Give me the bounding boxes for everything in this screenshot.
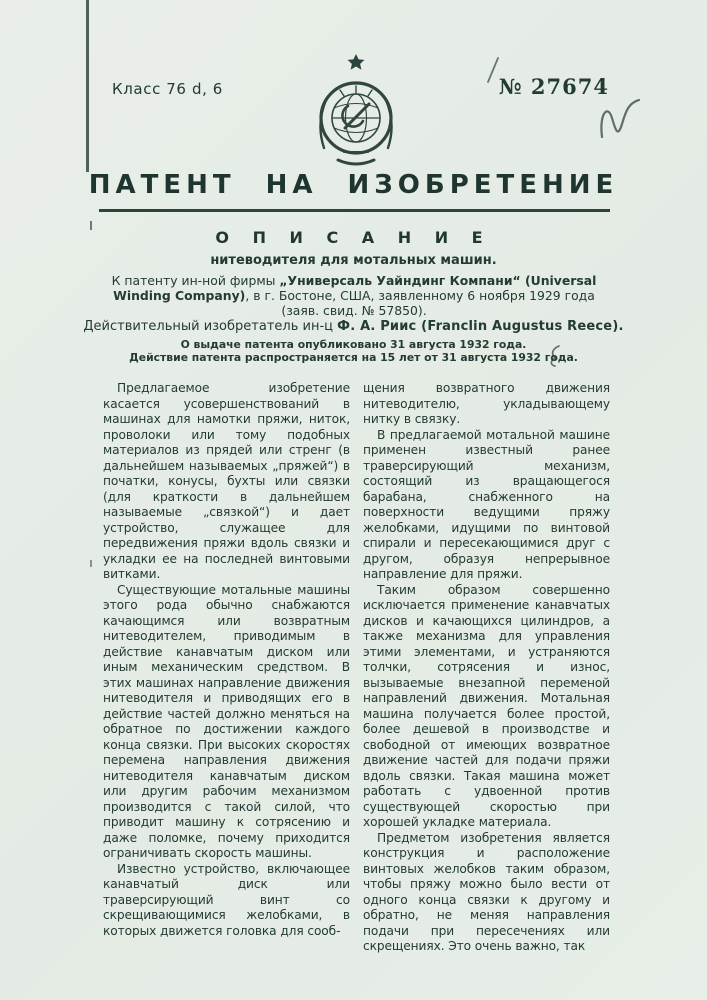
grant-paragraph — [108, 273, 600, 318]
paragraph: Существующие мотальные машины этого рода обычно снабжаются качающимся или возвратным нитеводителем, приводимым в действие канавчатым диском или иным механическим средством. В этих машинах направление движения нитеводителя и приводящих его в действие частей должно меняться на обратное по достижении каждого конца связки. При высоких скоростях перемена направления движения нитеводителя канавчатым диском или другим рабочим механизмом производится с такой силой, что приводит машину к сотрясению и даже поломке, почему приходится ограничивать скорость машины. — [103, 582, 350, 860]
paragraph: Таким образом совершенно исключается применение канавчатых дисков и качающихся цилиндров, а также механизма для управления этими элементами, и устраняются толчки, сотрясения и износ, вызываемые внезапной переменой направлений движения. Мотальная машина получается более простой, более дешевой в производстве и свободной от имеющих возвратное движение частей для подачи пряжи вдоль связки. Такая машина может работать с удвоенной против существующей скоростью при хорошей укладке материала. — [363, 582, 610, 829]
paragraph: Предметом изобретения является конструкция и расположение винтовых желобков таким образом, чтобы пряжу можно было вести от одного конца связки к другому и обратно, не меняя направления подачи при пересечениях или скрещениях. Это очень важно, так — [363, 830, 610, 953]
inventor-name: Ф. А. Риис (Franclin Augustus Reece). — [337, 319, 624, 334]
paragraph: Предлагаемое изобретение касается усовершенствований в машинах для намотки пряжи, ниток, проволоки или тому подобных материалов из прядей или стренг (в дальнейшем называемых „пряжей“) в початки, конусы, бухты или связки (для краткости в дальнейшем называемые „связкой“) и дает устройство, служащее для передвижения пряжи вдоль связки и укладки ее на последней винтовыми витками. — [103, 381, 350, 581]
inventor-label: Действительный изобретатель ин-ц — [83, 319, 338, 334]
inventor-line — [0, 319, 707, 334]
grant-text: , в г. Бостоне, США, заявленному 6 ноября 1929 года (заяв. свид. № 57850). — [245, 288, 595, 318]
page-title: ПАТЕНТ НА ИЗОБРЕТЕНИЕ — [88, 170, 619, 200]
soviet-emblem-icon — [314, 52, 398, 170]
publication-note: О выдаче патента опубликовано 31 августа 1932 года. — [180, 338, 527, 351]
patent-number: № 27674 — [498, 74, 609, 99]
class-label: Класс 76 d, 6 — [112, 80, 223, 98]
grant-text: К патенту ин-ной фирмы — [111, 273, 280, 288]
scan-artifact-tick — [90, 560, 92, 567]
body-columns — [103, 381, 611, 955]
subject-line: нитеводителя для мотальных машин. — [210, 253, 497, 268]
body-column-left — [103, 381, 350, 955]
paragraph: Известно устройство, включающее канавчатый диск или траверсирующий винт со скрещивающимися желобками, в которых движется головка для сооб- — [103, 861, 350, 938]
handwritten-mark — [485, 56, 501, 84]
firm-name: „Универсаль Уайндинг Компани“ (Universal Winding Company) — [113, 273, 597, 303]
validity-note: Действие патента распространяется на 15 лет от 31 августа 1932 года. — [129, 351, 578, 364]
handwritten-mark — [595, 95, 647, 151]
paragraph: щения возвратного движения нитеводителю, укладывающему нитку в связку. — [363, 381, 610, 426]
paragraph: В предлагаемой мотальной машине применен известный ранее траверсирующий механизм, состоящий из вращающегося барабана, снабженного на поверхности ведущими пряжу желобками, идущими по винтовой спирали и пересекающимися друг с другом, образуя непрерывное направление для пряжи. — [363, 427, 610, 581]
title-divider — [99, 209, 610, 212]
body-column-right — [363, 381, 610, 955]
scan-artifact-left-line — [86, 0, 89, 172]
section-heading: О П И С А Н И Е — [215, 228, 492, 247]
